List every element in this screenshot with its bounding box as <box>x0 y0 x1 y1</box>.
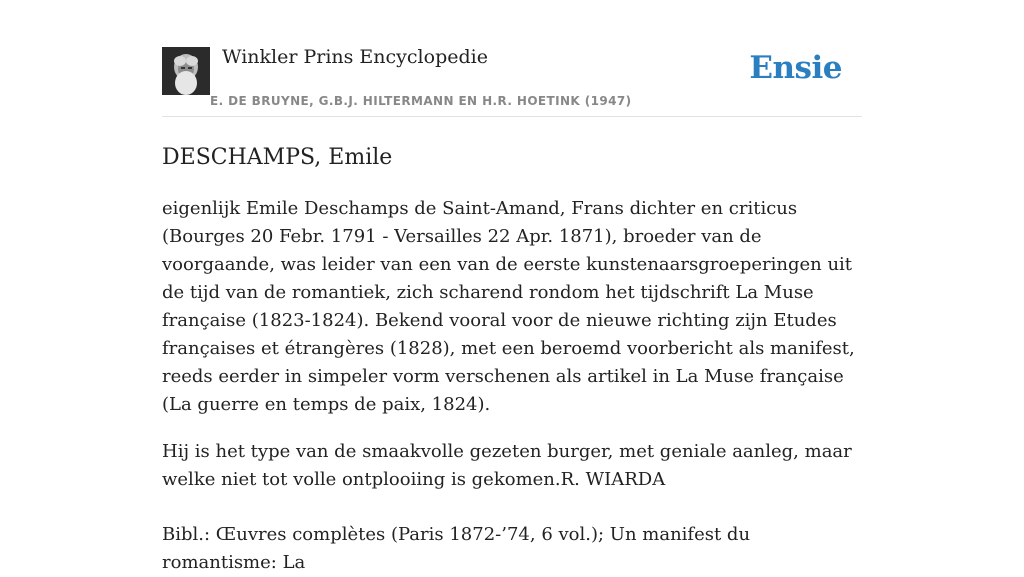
author-avatar[interactable] <box>162 47 210 95</box>
ensie-logo[interactable]: Ensie <box>749 50 842 86</box>
entry-paragraph: Hij is het type van de smaakvolle gezeten burger, met geniale aanleg, maar welke niet tot volle ontplooiing is gekomen.R. WIARDA <box>162 441 852 490</box>
site-title[interactable]: Winkler Prins Encyclopedie <box>222 46 488 68</box>
authors-credit: E. DE BRUYNE, G.B.J. HILTERMANN EN H.R. HOETINK (1947) <box>210 94 632 108</box>
site-header <box>162 0 862 117</box>
entry-paragraph: eigenlijk Emile Deschamps de Saint-Amand, Frans dichter en criticus (Bourges 20 Febr. 1791 - Versailles 22 Apr. 1871), broeder van de voorgaande, was leider van een van de eerste kunstenaarsgroeperingen uit de tijd van de romantiek, zich scharend rondom het tijdschrift La Muse française (1823-1824). Bekend vooral voor de nieuwe richting zijn Etudes françaises et étrangères (1828), met een beroemd voorbericht als manifest, reeds eerder in simpeler vorm verschenen als artikel in La Muse française (La guerre en temps de paix, 1824). <box>162 198 855 415</box>
page-container <box>162 0 862 577</box>
bibliography-paragraph: Bibl.: Œuvres complètes (Paris 1872-’74, 6 vol.); Un manifest du romantisme: La <box>162 524 751 573</box>
entry-title: DESCHAMPS, Emile <box>162 145 393 170</box>
portrait-icon <box>162 47 210 95</box>
